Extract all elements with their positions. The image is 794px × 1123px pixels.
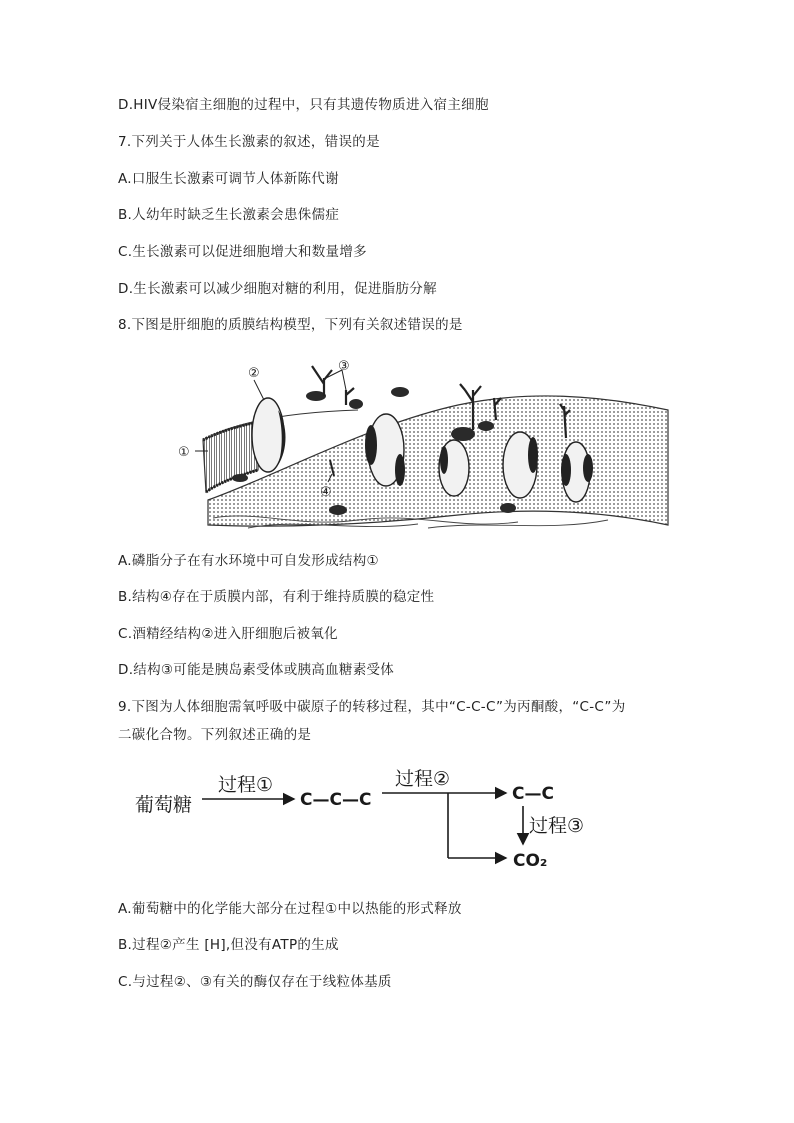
cell-membrane-figure	[128, 350, 674, 535]
q9-option-c: C.与过程②、③有关的酶仅存在于线粒体基质	[118, 974, 392, 990]
pyruvate-formula: C—C—C	[300, 790, 372, 810]
two-carbon-formula: C—C	[512, 784, 554, 804]
q6-option-d: D.HIV侵染宿主细胞的过程中，只有其遗传物质进入宿主细胞	[118, 97, 489, 113]
q8-option-b: B.结构④存在于质膜内部，有利于维持质膜的稳定性	[118, 589, 435, 605]
process2-label: 过程②	[395, 768, 451, 790]
label-4: ④	[320, 485, 332, 500]
q9-stem-line2: 二碳化合物。下列叙述正确的是	[118, 727, 312, 743]
q9-option-a: A.葡萄糖中的化学能大部分在过程①中以热能的形式释放	[118, 901, 462, 917]
q7-option-a: A.口服生长激素可调节人体新陈代谢	[118, 171, 339, 187]
process1-label: 过程①	[218, 774, 274, 796]
q9-option-b: B.过程②产生 [H],但没有ATP的生成	[118, 937, 339, 953]
q8-option-c: C.酒精经结构②进入肝细胞后被氧化	[118, 626, 338, 642]
q8-option-d: D.结构③可能是胰岛素受体或胰高血糖素受体	[118, 662, 395, 678]
process3-label: 过程③	[529, 815, 585, 837]
glucose-label: 葡萄糖	[135, 794, 193, 816]
label-3: ③	[338, 359, 350, 374]
co2-formula: CO₂	[513, 851, 548, 871]
q8-stem: 8.下图是肝细胞的质膜结构模型，下列有关叙述错误的是	[118, 317, 463, 333]
q7-option-c: C.生长激素可以促进细胞增大和数量增多	[118, 244, 367, 260]
label-2: ②	[248, 366, 260, 381]
phospholipid-bilayer-edge	[203, 422, 258, 492]
q7-option-b: B.人幼年时缺乏生长激素会患侏儒症	[118, 207, 340, 223]
q7-stem: 7.下列关于人体生长激素的叙述，错误的是	[118, 134, 380, 150]
label-1: ①	[178, 445, 190, 460]
q7-option-d: D.生长激素可以减少细胞对糖的利用，促进脂肪分解	[118, 281, 437, 297]
q8-option-a: A.磷脂分子在有水环境中可自发形成结构①	[118, 553, 379, 569]
q9-stem-line1: 9.下图为人体细胞需氧呼吸中碳原子的转移过程，其中“C-C-C”为丙酮酸，“C-C”为	[118, 699, 626, 715]
carbon-transfer-diagram	[130, 760, 590, 875]
